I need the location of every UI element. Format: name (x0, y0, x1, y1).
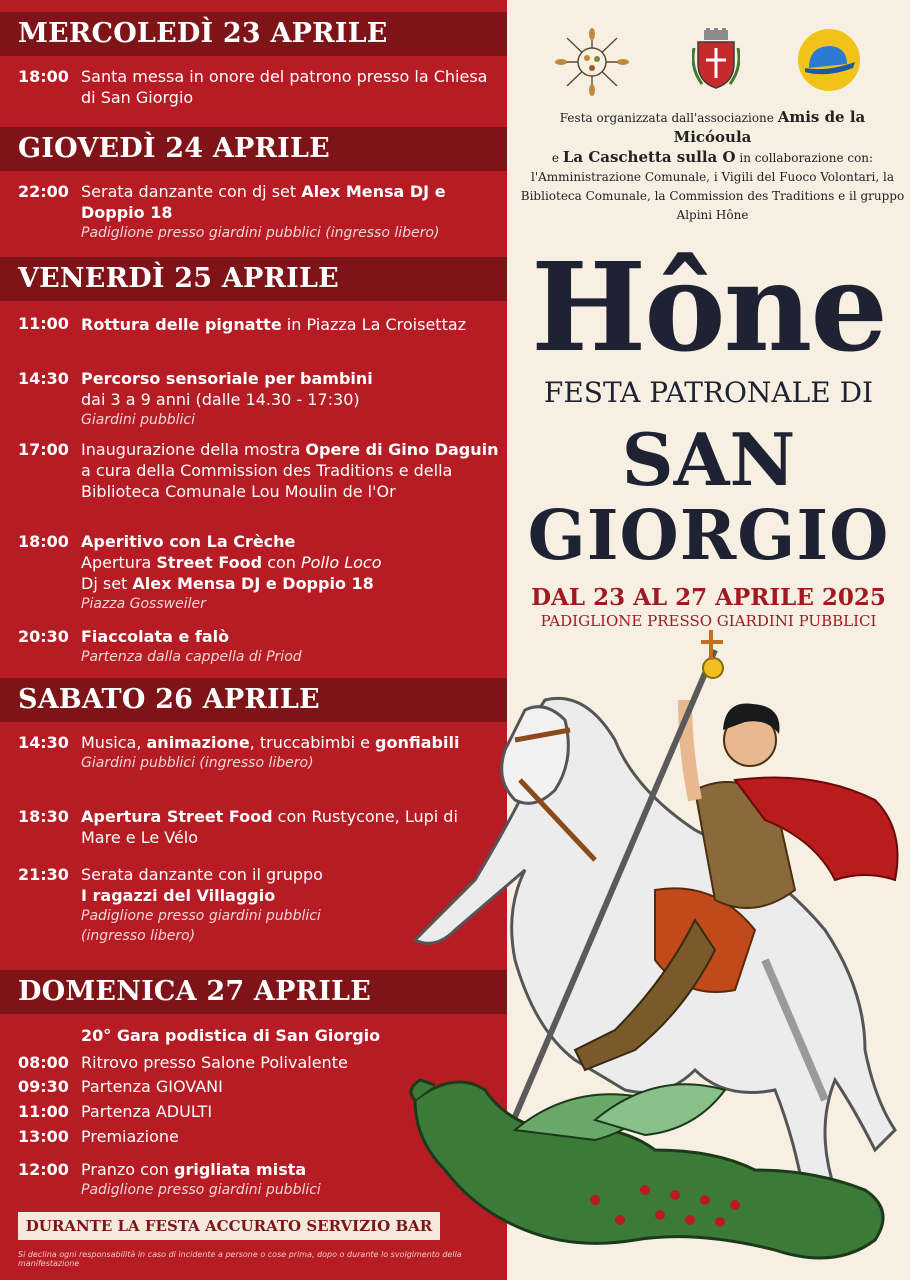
event-location: Piazza Gossweiler (81, 596, 206, 612)
event-time: 17:00 (18, 440, 69, 459)
event-location: Padiglione presso giardini pubblici (ingresso libero) (81, 225, 440, 241)
saint-george-dragon-illustration (395, 630, 910, 1280)
event-time: 22:00 (18, 182, 69, 201)
event-description: Rottura delle pignatte in Piazza La Croisettaz (81, 315, 467, 334)
event-time: 18:00 (18, 67, 69, 86)
day-title-thursday: GIOVEDÌ 24 APRILE (18, 133, 330, 164)
event-description: Fiaccolata e falò Partenza dalla cappella di Priod (81, 626, 501, 667)
organizers-text: Festa organizzata dall'associazione Amis de la Micóoula e La Caschetta sulla O in collaborazione con: l'Amministrazione Comunale, i Vigili del Fuoco Volontari, la Biblioteca Comunale, la Commission des Traditions e il gruppo Alpini Hône (520, 108, 905, 222)
event-location: Padiglione presso giardini pubblici (ingresso libero) (81, 908, 321, 944)
festival-subtitle: FESTA PATRONALE DI (543, 376, 874, 409)
event-description: Apertura Street Food con Rustycone, Lupi di Mare e Le Vélo (81, 807, 458, 847)
event-description: Premiazione (81, 1127, 179, 1146)
bar-service-notice: DURANTE LA FESTA ACCURATO SERVIZIO BAR (18, 1212, 440, 1240)
event-description: Inaugurazione della mostra Opere di Gino Daguin a cura della Commission des Traditions e della Biblioteca Comunale Lou Moulin de l'Or (81, 440, 499, 501)
event-description: Serata danzante con il gruppo I ragazzi del Villaggio Padiglione presso giardini pubblici (ingresso libero) (81, 864, 501, 946)
coat-of-arms-logo (692, 28, 740, 90)
event-time: 14:30 (18, 733, 69, 752)
blue-cap-logo (797, 28, 861, 92)
day-title-wednesday: MERCOLEDÌ 23 APRILE (18, 18, 388, 49)
event-description: Ritrovo presso Salone Polivalente (81, 1053, 348, 1072)
festival-dates: DAL 23 AL 27 APRILE 2025 (531, 584, 886, 611)
event-description: Serata danzante con dj set Alex Mensa DJ e Doppio 18 Padiglione presso giardini pubblici (ingresso libero) (81, 181, 501, 243)
town-title: Hône (531, 235, 886, 379)
event-location: Partenza dalla cappella di Priod (81, 649, 302, 665)
event-description: Pranzo con grigliata mista Padiglione presso giardini pubblici (81, 1159, 501, 1200)
event-time: 08:00 (18, 1053, 69, 1072)
event-description: Percorso sensoriale per bambini dai 3 a 9 anni (dalle 14.30 - 17:30) Giardini pubblici (81, 368, 501, 430)
event-time: 09:30 (18, 1077, 69, 1096)
disclaimer: Si declina ogni responsabilità in caso di incidente a persone o cose prima, dopo o durante lo svolgimento della manifestazione (18, 1250, 462, 1268)
event-time: 18:30 (18, 807, 69, 826)
event-time: 12:00 (18, 1160, 69, 1179)
event-time: 11:00 (18, 314, 69, 333)
wheat-emblem-logo (553, 26, 631, 98)
race-title: 20° Gara podistica di San Giorgio (81, 1026, 381, 1045)
event-time: 20:30 (18, 627, 69, 646)
event-time: 18:00 (18, 532, 69, 551)
event-time: 14:30 (18, 369, 69, 388)
day-title-saturday: SABATO 26 APRILE (18, 684, 320, 715)
day-title-sunday: DOMENICA 27 APRILE (18, 976, 372, 1007)
event-location: Giardini pubblici (ingresso libero) (81, 755, 314, 771)
festival-venue: PADIGLIONE PRESSO GIARDINI PUBBLICI (540, 612, 877, 630)
event-location: Giardini pubblici (81, 412, 195, 428)
day-title-friday: VENERDÌ 25 APRILE (18, 263, 339, 294)
saint-name-line1: SAN (621, 417, 796, 502)
event-time: 11:00 (18, 1102, 69, 1121)
event-description: Musica, animazione, truccabimbi e gonfiabili Giardini pubblici (ingresso libero) (81, 732, 501, 773)
saint-name-line2: GIORGIO (527, 496, 890, 576)
event-time: 13:00 (18, 1127, 69, 1146)
event-description: Partenza GIOVANI (81, 1077, 223, 1096)
event-location: Padiglione presso giardini pubblici (81, 1182, 321, 1198)
event-time: 21:30 (18, 865, 69, 884)
event-description: Partenza ADULTI (81, 1102, 213, 1121)
event-description: Aperitivo con La Crèche Apertura Street Food con Pollo Loco Dj set Alex Mensa DJ e Doppio 18 Piazza Gossweiler (81, 531, 501, 614)
event-description: Santa messa in onore del patrono presso la Chiesa di San Giorgio (81, 67, 488, 107)
